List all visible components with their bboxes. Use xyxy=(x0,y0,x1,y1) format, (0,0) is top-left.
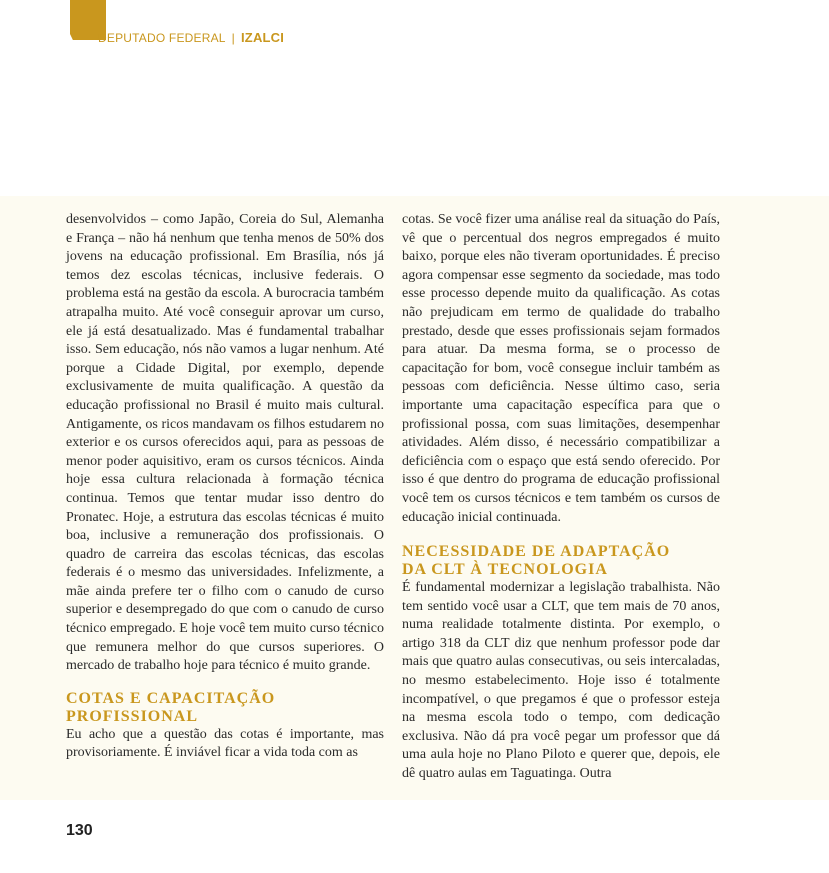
left-paragraph-1: desenvolvidos – como Japão, Coreia do Sul, Alemanha e França – não há nenhum que tenha menos de 50% dos jovens na educação profissional. Em Brasília, nós já temos dez escolas técnicas, inclusive federais. O problema está na gestão da escola. A burocracia também atrapalha muito. Até você conseguir aprovar um curso, ele já está desatualizado. Mas é fundamental trabalhar isso. Sem educação, nós não vamos a lugar nenhum. Até porque a Cidade Digital, por exemplo, depende exclusivamente de muita qualificação. A questão da educação profissional no Brasil é muito mais cultural. Antigamente, os ricos mandavam os filhos estudarem no exterior e os cursos oferecidos aqui, para as pessoas de menor poder aquisitivo, eram os cursos técnicos. Ainda hoje essa cultura relacionada à formação técnica continua. Temos que tentar mudar isso dentro do Pronatec. Hoje, a estrutura das escolas técnicas é muito boa, inclusive a remuneração dos profissionais. O quadro de carreira das escolas técnicas, das escolas federais é o mesmo das universidades. Infelizmente, a mãe ainda prefere ter o filho com o canudo de curso superior e desempregado do que com o canudo de curso técnico empregado. E hoje você tem muito curso técnico que remunera melhor do que cursos superiores. O mercado de trabalho hoje para técnico é muito grande. xyxy=(66,212,384,674)
left-paragraph-2: Eu acho que a questão das cotas é importante, mas provisoriamente. É inviável ficar a vida toda com as xyxy=(66,726,384,761)
right-section-heading xyxy=(402,543,720,579)
right-paragraph-1: cotas. Se você fizer uma análise real da situação do País, vê que o percentual dos negros empregados é muito baixo, porque eles não tiveram oportunidades. É preciso agora compensar esse segmento da sociedade, mas todo esse processo depende muito da qualificação. As cotas não prejudicam em termo de qualidade do trabalho prestado, desde que esses profissionais sejam formados para atuar. Da mesma forma, se o processo de capacitação for bom, você consegue incluir também as pessoas com deficiência. Nesse último caso, seria importante uma capacitação específica para que o profissional possa, com suas limitações, desempenhar atividades. Além disso, é necessário compatibilizar a deficiência com o espaço que está sendo oferecido. Por isso é que dentro do programa de educação profissional você tem os cursos técnicos e tem também os cursos de educação inicial continuada. xyxy=(402,212,720,525)
right-paragraph-2: É fundamental modernizar a legislação trabalhista. Não tem sentido você usar a CLT, que tem mais de 70 anos, numa realidade totalmente distinta. Por exemplo, o artigo 318 da CLT diz que nenhum professor pode dar mais que quatro aulas consecutivas, ou seis intercaladas, no mesmo estabelecimento. Hoje isso é totalmente incompatível, o que pregamos é que o professor esteja na mesma escola todo o tempo, com dedicação exclusiva. Não dá pra você pegar um professor que dá uma aula hoje no Plano Piloto e querer que, depois, ele dê quatro aulas em Taguatinga. Outra xyxy=(402,580,720,782)
right-heading-line-2: DA CLT À TECNOLOGIA xyxy=(402,561,608,579)
left-heading-line-2: PROFISSIONAL xyxy=(66,707,199,725)
right-column xyxy=(402,211,720,784)
author-name: IZALCI xyxy=(241,30,285,45)
left-heading-line-1: COTAS E CAPACITAÇÃO xyxy=(66,689,276,707)
right-heading-line-1: NECESSIDADE DE ADAPTAÇÃO xyxy=(402,543,671,561)
publication-label: DEPUTADO FEDERAL xyxy=(98,31,226,45)
left-section-heading xyxy=(66,690,384,726)
header-separator: | xyxy=(231,31,235,45)
left-column xyxy=(66,211,384,763)
page-number: 130 xyxy=(66,822,93,839)
running-head xyxy=(98,30,284,45)
